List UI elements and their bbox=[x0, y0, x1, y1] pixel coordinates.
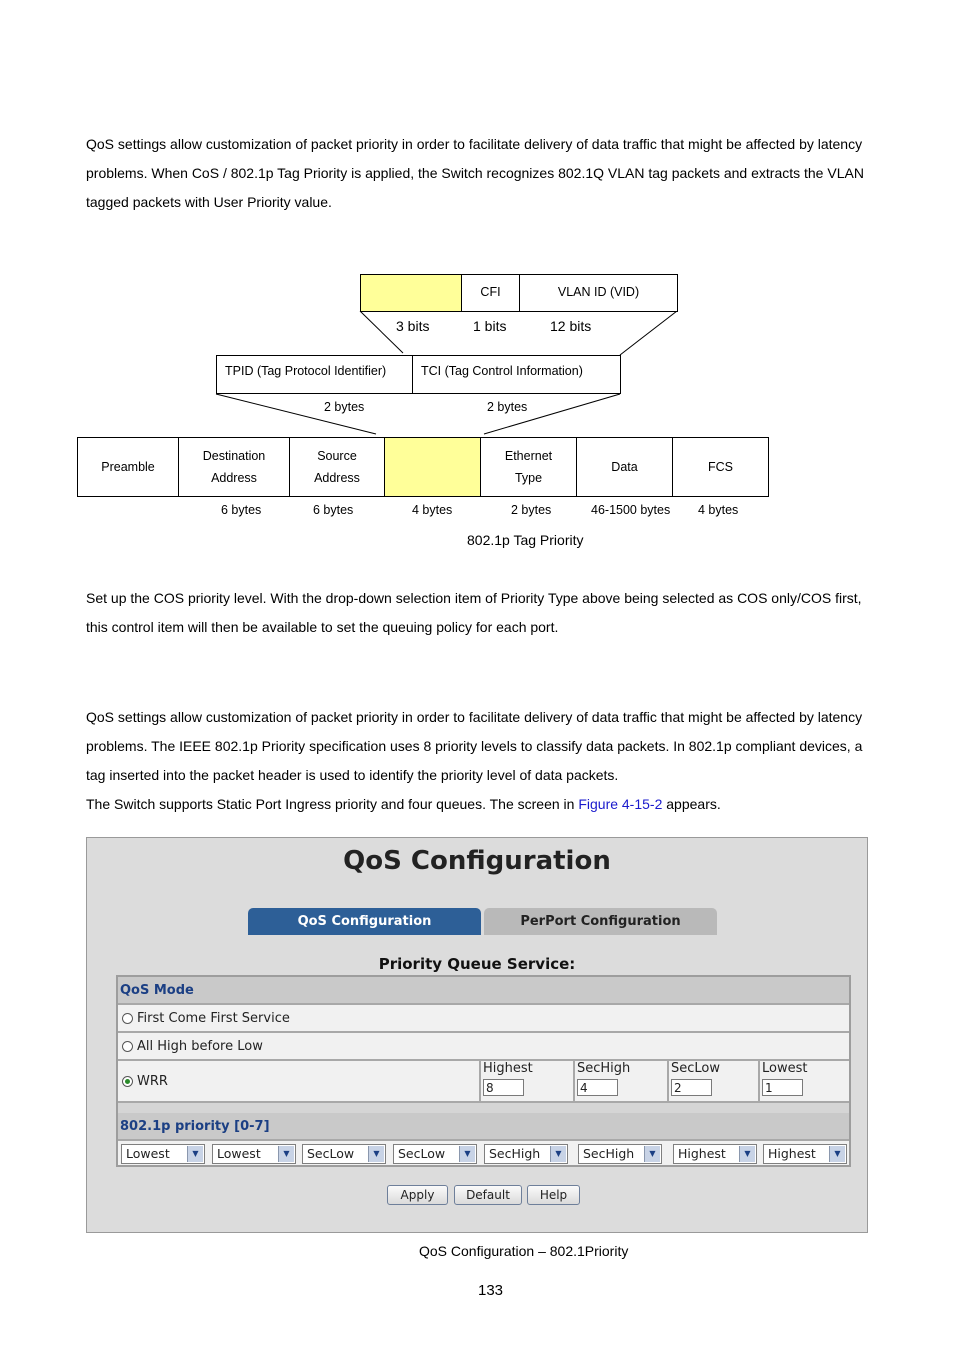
frame-field-label: Ethernet bbox=[504, 449, 553, 463]
priority-selects-row bbox=[118, 1139, 849, 1165]
p8021-paragraph-2 bbox=[86, 790, 876, 819]
priority-select-5[interactable] bbox=[578, 1144, 662, 1164]
select-value: SecLow bbox=[307, 1146, 355, 1161]
chevron-down-icon[interactable]: ▼ bbox=[739, 1146, 755, 1162]
tag-field-tci bbox=[412, 355, 621, 394]
default-button[interactable]: Default bbox=[454, 1185, 522, 1205]
p8021-paragraph: QoS settings allow customization of packet priority in order to facilitate delivery of data traffic that might be affected by latency problems. The IEEE 802.1p Priority specification uses 8 priority levels to classify data packets. In 802.1p compliant devices, a tag inserted into the packet header is used to identify the priority level of data packets. bbox=[86, 709, 863, 783]
tag-field-label: TPID (Tag Protocol Identifier) bbox=[225, 364, 387, 378]
mode-label: All High before Low bbox=[137, 1038, 263, 1054]
priority-queue-table bbox=[116, 975, 851, 1167]
select-value: Lowest bbox=[126, 1146, 170, 1161]
mode-label: WRR bbox=[137, 1073, 168, 1089]
radio-button[interactable] bbox=[122, 1041, 133, 1052]
frame-size-label: 6 bytes bbox=[221, 503, 262, 517]
tci-size-label: 12 bits bbox=[550, 318, 592, 334]
wrr-input[interactable]: 4 bbox=[577, 1079, 618, 1096]
frame-field-label: Source bbox=[317, 449, 357, 463]
radio-button[interactable] bbox=[122, 1013, 133, 1024]
select-value: SecHigh bbox=[489, 1146, 541, 1161]
wrr-input[interactable]: 2 bbox=[671, 1079, 712, 1096]
cos-paragraph: Set up the COS priority level. With the drop-down selection item of Priority Type above being selected as COS only/COS first, this control item will then be available to set the queuing policy for each port. bbox=[86, 590, 862, 635]
select-value: Highest bbox=[768, 1146, 816, 1161]
frame-field-label: FCS bbox=[708, 460, 733, 474]
frame-size-label: 4 bytes bbox=[698, 503, 739, 517]
frame-size-label: 46-1500 bytes bbox=[591, 503, 671, 517]
mode-label: First Come First Service bbox=[137, 1010, 290, 1026]
select-value: Highest bbox=[678, 1146, 726, 1161]
tag-field-tpid bbox=[216, 355, 413, 394]
wrr-weight-lowest bbox=[758, 1061, 849, 1101]
wrr-input[interactable]: 1 bbox=[762, 1079, 803, 1096]
priority-select-4[interactable] bbox=[484, 1144, 568, 1164]
wrr-label: Lowest bbox=[762, 1061, 808, 1076]
select-value: SecHigh bbox=[583, 1146, 635, 1161]
priority-select-1[interactable] bbox=[212, 1144, 296, 1164]
wrr-label: Highest bbox=[483, 1061, 533, 1076]
apply-button[interactable]: Apply bbox=[387, 1185, 448, 1205]
priority-select-7[interactable] bbox=[763, 1144, 847, 1164]
chevron-down-icon[interactable]: ▼ bbox=[187, 1146, 203, 1162]
frame-field-source bbox=[289, 437, 385, 497]
page-title: QoS Configuration bbox=[343, 846, 611, 876]
tci-field-label: VLAN ID (VID) bbox=[557, 285, 640, 299]
frame-field-tag bbox=[384, 437, 481, 497]
chevron-down-icon[interactable]: ▼ bbox=[829, 1146, 845, 1162]
help-button[interactable]: Help bbox=[527, 1185, 580, 1205]
intro-paragraph: QoS settings allow customization of packet priority in order to facilitate delivery of data traffic that might be affected by latency problems. When CoS / 802.1p Tag Priority is applied, the Switch recognizes 802.1Q VLAN tag packets and extracts the VLAN tagged packets with User Priority value. bbox=[86, 136, 864, 210]
figure-caption: QoS Configuration – 802.1Priority bbox=[419, 1243, 629, 1259]
tab-perport-configuration[interactable]: PerPort Configuration bbox=[484, 908, 717, 935]
diagram-caption: 802.1p Tag Priority bbox=[467, 532, 584, 548]
chevron-down-icon[interactable]: ▼ bbox=[550, 1146, 566, 1162]
mode-option-fcfs[interactable] bbox=[118, 1005, 849, 1033]
frame-size-label: 6 bytes bbox=[313, 503, 354, 517]
tci-field-vid bbox=[519, 274, 678, 312]
frame-field-label: Preamble bbox=[101, 460, 155, 474]
frame-field-ethertype bbox=[480, 437, 577, 497]
frame-field-destination bbox=[178, 437, 290, 497]
tab-qos-configuration[interactable]: QoS Configuration bbox=[248, 908, 481, 935]
chevron-down-icon[interactable]: ▼ bbox=[368, 1146, 384, 1162]
frame-field-label: Data bbox=[611, 460, 638, 474]
priority-header: 802.1p priority [0-7] bbox=[118, 1113, 849, 1139]
chevron-down-icon[interactable]: ▼ bbox=[278, 1146, 294, 1162]
qos-config-screenshot bbox=[86, 837, 868, 1233]
tci-field-label: CFI bbox=[480, 285, 501, 299]
wrr-weight-highest bbox=[479, 1061, 573, 1101]
spacer-row bbox=[118, 1103, 849, 1113]
qos-mode-header: QoS Mode bbox=[118, 977, 849, 1005]
tci-field-cfi bbox=[461, 274, 520, 312]
figure-link[interactable]: Figure 4-15-2 bbox=[578, 796, 663, 812]
radio-button-selected[interactable] bbox=[122, 1076, 133, 1087]
section-subtitle: Priority Queue Service: bbox=[378, 955, 576, 973]
tag-size-label: 2 bytes bbox=[324, 400, 365, 414]
frame-field-data bbox=[576, 437, 673, 497]
select-value: SecLow bbox=[398, 1146, 446, 1161]
tag-field-label: TCI (Tag Control Information) bbox=[421, 364, 583, 378]
priority-select-6[interactable] bbox=[673, 1144, 757, 1164]
wrr-weight-seclow bbox=[667, 1061, 758, 1101]
wrr-weight-sechigh bbox=[573, 1061, 667, 1101]
wrr-label: SecLow bbox=[671, 1061, 720, 1076]
frame-field-label: Destination bbox=[202, 449, 266, 463]
priority-select-0[interactable] bbox=[121, 1144, 205, 1164]
chevron-down-icon[interactable]: ▼ bbox=[644, 1146, 660, 1162]
priority-select-2[interactable] bbox=[302, 1144, 386, 1164]
chevron-down-icon[interactable]: ▼ bbox=[459, 1146, 475, 1162]
mode-option-all-high[interactable] bbox=[118, 1033, 849, 1061]
tag-size-label: 2 bytes bbox=[487, 400, 528, 414]
p8021-text: appears. bbox=[662, 796, 721, 812]
wrr-label: SecHigh bbox=[577, 1061, 631, 1076]
wrr-input[interactable]: 8 bbox=[483, 1079, 524, 1096]
frame-field-preamble bbox=[77, 437, 179, 497]
mode-option-wrr[interactable] bbox=[118, 1061, 849, 1103]
frame-size-label: 2 bytes bbox=[511, 503, 552, 517]
frame-size-label: 4 bytes bbox=[412, 503, 453, 517]
p8021-text: The Switch supports Static Port Ingress priority and four queues. The screen in bbox=[86, 796, 579, 812]
frame-field-label: Address bbox=[314, 471, 360, 485]
priority-select-3[interactable] bbox=[393, 1144, 477, 1164]
frame-field-label: Type bbox=[514, 471, 543, 485]
tci-size-label: 1 bits bbox=[473, 318, 507, 334]
frame-field-fcs bbox=[672, 437, 769, 497]
tci-size-label: 3 bits bbox=[396, 318, 430, 334]
tci-field-priority bbox=[360, 274, 462, 312]
frame-field-label: Address bbox=[211, 471, 257, 485]
select-value: Lowest bbox=[217, 1146, 261, 1161]
page-number: 133 bbox=[478, 1282, 504, 1299]
